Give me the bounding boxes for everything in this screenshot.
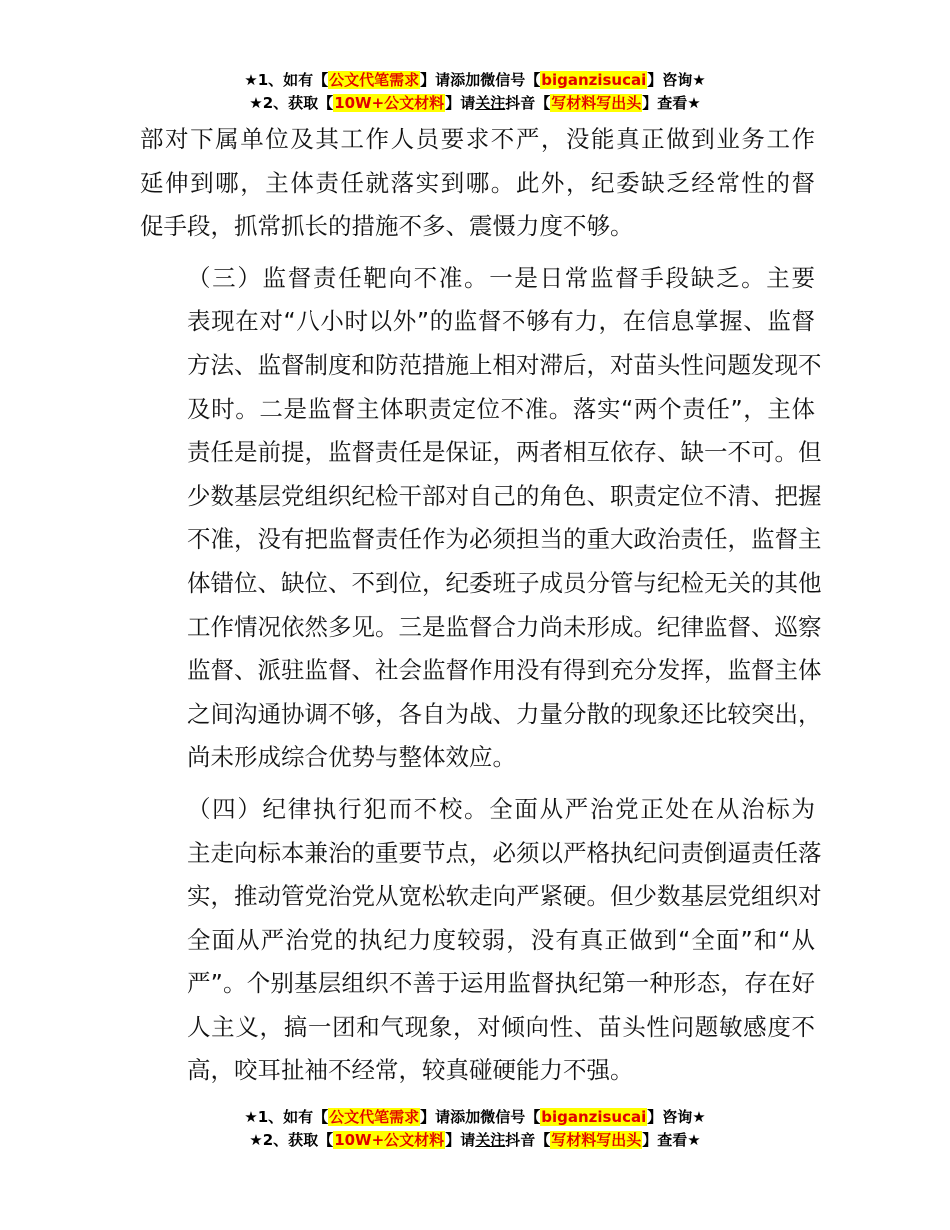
text-line: 表现在对“八小时以外”的监督不够有力，在信息掌握、监督 <box>187 307 815 336</box>
banner-text: 】查看★ <box>642 1131 701 1149</box>
banner-line-1 <box>0 1106 950 1129</box>
banner-text: ★2、获取【 <box>249 94 334 112</box>
text-line: 体错位、缺位、不到位，纪委班子成员分管与纪检无关的其他 <box>187 568 822 597</box>
banner-text: ★2、获取【 <box>249 1131 334 1149</box>
text-line: 尚未形成综合优势与整体效应。 <box>187 743 516 772</box>
text-line: 及时。二是监督主体职责定位不准。落实“两个责任”，主体 <box>187 394 815 423</box>
text-line: 工作情况依然多见。三是监督合力尚未形成。纪律监督、巡察 <box>187 612 822 641</box>
paragraph <box>140 257 822 780</box>
banner-text: 抖音【 <box>505 1131 551 1149</box>
highlight-service: 公文代笔需求 <box>329 1108 420 1126</box>
text-line: 责任是前提，监督责任是保证，两者相互依存、缺一不可。但 <box>187 438 822 467</box>
text-line: 促手段，抓常抓长的措施不多、震慑力度不够。 <box>140 212 634 241</box>
highlight-wechat-id: biganzisucai <box>541 1108 647 1126</box>
banner-text: 】请添 <box>420 71 466 89</box>
text-line: 监督、派驻监督、社会监督作用没有得到充分发挥，监督主体 <box>187 656 822 685</box>
text-line: 实，推动管党治党从宽松软走向严紧硬。但少数基层党组织对 <box>187 882 822 911</box>
highlight-douyin: 写材料写出头 <box>551 94 642 112</box>
banner-text: 微信号【 <box>480 1108 541 1126</box>
banner-text: 】咨询★ <box>647 71 706 89</box>
banner-text: 】请添 <box>420 1108 466 1126</box>
paragraph <box>140 118 815 249</box>
text-line: 全面从严治党的执纪力度较弱，没有真正做到“全面”和“从 <box>187 925 815 954</box>
banner-text: ★1、如有【 <box>244 71 329 89</box>
banner-text: 微信号【 <box>480 71 541 89</box>
text-line: 高，咬耳扯袖不经常，较真碰硬能力不强。 <box>187 1056 634 1085</box>
text-line: 主走向标本兼治的重要节点，必须以严格执纪问责倒逼责任落 <box>187 838 822 867</box>
paragraph <box>140 788 822 1093</box>
banner-text: ★1、如有【 <box>244 1108 329 1126</box>
banner-line-2 <box>0 92 950 115</box>
banner-line-1 <box>0 69 950 92</box>
text-line: （三）监督责任靶向不准。一是日常监督手段缺乏。主要 <box>187 263 815 292</box>
banner-line-2 <box>0 1129 950 1152</box>
highlight-wechat-id: biganzisucai <box>541 71 647 89</box>
text-line: 少数基层党组织纪检干部对自己的角色、职责定位不清、把握 <box>187 481 822 510</box>
text-line: 之间沟通协调不够，各自为战、力量分散的现象还比较突出， <box>187 699 822 728</box>
banner-text: 抖音【 <box>505 94 551 112</box>
banner-text: 】请 <box>445 1131 476 1149</box>
banner-text: 】查看★ <box>642 94 701 112</box>
highlight-service: 公文代笔需求 <box>329 71 420 89</box>
text-line: 人主义，搞一团和气现象，对倾向性、苗头性问题敏感度不 <box>187 1012 815 1041</box>
banner-text: 关注 <box>475 94 506 112</box>
text-line: 不准，没有把监督责任作为必须担当的重大政治责任，监督主 <box>187 525 822 554</box>
highlight-materials: 10W+公文材料 <box>334 94 445 112</box>
banner-text: 】请 <box>445 94 476 112</box>
footer-banner <box>0 1106 950 1152</box>
text-line: 部对下属单位及其工作人员要求不严，没能真正做到业务工作 <box>140 125 815 153</box>
text-line: 方法、监督制度和防范措施上相对滞后，对苗头性问题发现不 <box>187 350 822 379</box>
highlight-douyin: 写材料写出头 <box>551 1131 642 1149</box>
highlight-materials: 10W+公文材料 <box>334 1131 445 1149</box>
header-banner <box>0 69 950 115</box>
banner-text: 】咨询★ <box>647 1108 706 1126</box>
banner-text: 加 <box>465 1108 481 1126</box>
document-body <box>140 118 822 1093</box>
banner-text: 加 <box>465 71 481 89</box>
text-line: 严”。个别基层组织不善于运用监督执纪第一种形态，存在好 <box>187 969 815 998</box>
text-line: 延伸到哪，主体责任就落实到哪。此外，纪委缺乏经常性的督 <box>140 168 815 197</box>
banner-text: 关注 <box>475 1131 506 1149</box>
text-line: （四）纪律执行犯而不校。全面从严治党正处在从治标为 <box>187 794 815 823</box>
